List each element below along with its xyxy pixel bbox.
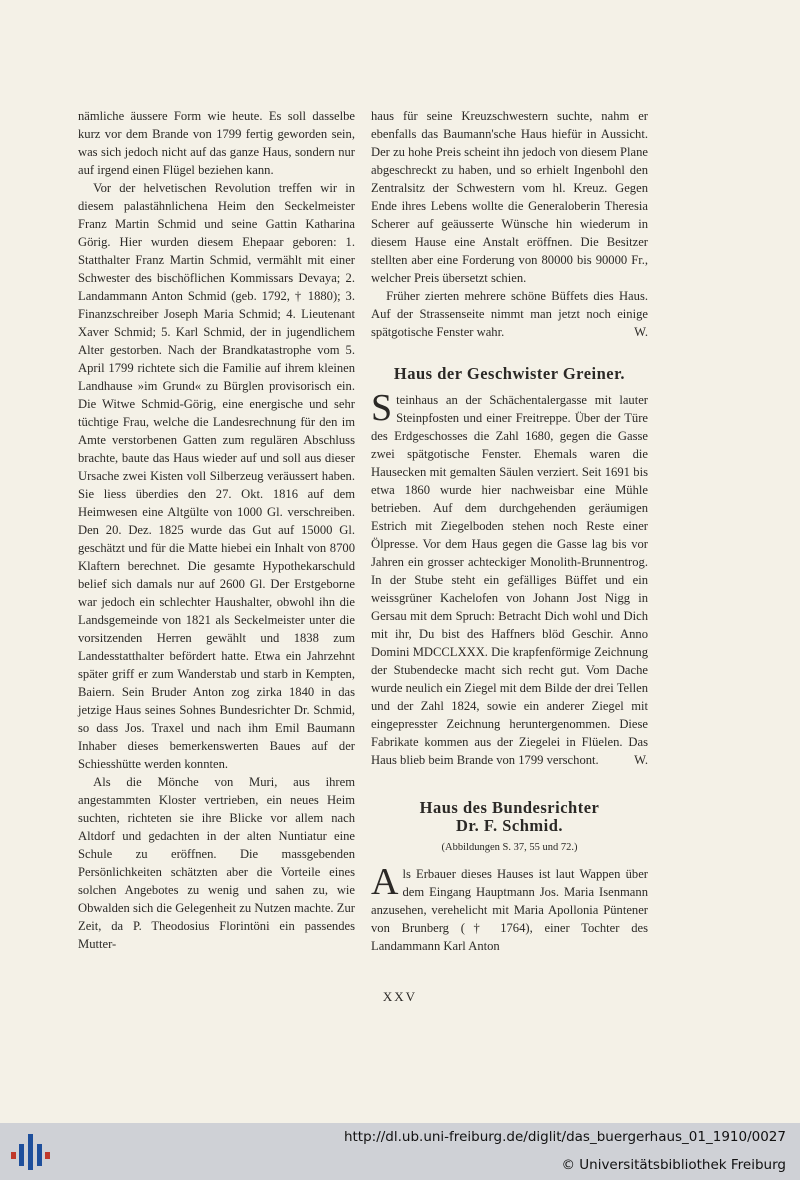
paragraph <box>371 287 648 341</box>
heading-line: Haus des Bundesrichter <box>419 798 600 817</box>
paragraph <box>371 861 648 955</box>
author-sign: W. <box>634 325 648 339</box>
section-heading: Haus der Geschwister Greiner. <box>393 364 626 383</box>
paragraph-text: ls Erbauer dieses Hauses ist laut Wappen über dem Eingang Hauptmann Jos. Maria Isenmann anzusehen, verehelicht mit Maria Apollonia Püntener von Brunberg († 1764), einer Tochter des Landammann Karl Anton <box>371 867 648 953</box>
author-sign: W. <box>634 753 648 767</box>
drop-cap: S <box>371 387 393 429</box>
copyright-text: © Universitätsbibliothek Freiburg <box>561 1157 786 1173</box>
drop-cap: A <box>371 861 399 903</box>
source-url-link[interactable]: http://dl.ub.uni-freiburg.de/diglit/das_buergerhaus_01_1910/0027 <box>343 1129 786 1145</box>
paragraph: Als die Mönche von Muri, aus ihrem angestammten Kloster vertrieben, ein neues Heim suchten, richteten sie ihre Blicke vor allem nach Altdorf und gedachten in der alten Nuntiatur eine Schule zu eröffnen. Die massgebenden Persönlichkeiten schätzten aber die Vorteile eines solchen Angebotes zu wenig und sahen zu, wie Obwalden sich die Gelegenheit zu Nutzen machte. Zur Zeit, da P. Theodosius Florintöni ein passendes Mutter- <box>78 775 355 951</box>
paragraph: nämliche äussere Form wie heute. Es soll dasselbe kurz vor dem Brande von 1799 fertig geworden sein, was sich jedoch nicht auf das ganze Haus, sondern nur auf irgend einen Flügel beziehen kann. <box>78 109 355 177</box>
paragraph-text: Früher zierten mehrere schöne Büffets dies Haus. Auf der Strassenseite nimmt man jetzt noch einige spätgotische Fenster wahr. <box>371 289 648 339</box>
ub-freiburg-logo-icon[interactable] <box>10 1132 52 1172</box>
right-column <box>371 107 648 955</box>
heading-line: Dr. F. Schmid. <box>455 816 564 835</box>
figure-reference: (Abbildungen S. 37, 55 und 72.) <box>441 842 578 853</box>
paragraph: haus für seine Kreuzschwestern suchte, nahm er ebenfalls das Baumann'sche Haus hiefür in Aussicht. Der zu hohe Preis scheint ihn jedoch von diesem Plane abgeschreckt zu haben, und so erhielt Ingenbohl den Zentralsitz der Schwestern vom hl. Kreuz. Gegen Ende ihres Lebens wollte die Generaloberin Theresia Scherer auf geäusserte Wünsche hin wiederum in diesem Hause eine Anstalt eröffnen. Die Besitzer stellten aber eine Forderung von 80000 bis 90000 Fr., welcher Preis übersetzt schien. <box>371 109 648 285</box>
left-column <box>78 107 355 953</box>
section-heading <box>371 799 648 835</box>
paragraph <box>371 387 648 769</box>
paragraph-text: teinhaus an der Schächentalergasse mit lauter Steinpfosten und einer Freitreppe. Über der Türe des Erdgeschosses die Zahl 1680, gegen die Gasse zwei spätgotische Fenster. Ehemals waren die Hausecken mit gemalten Säulen verziert. Seit 1691 bis etwa 1860 wurde hier nachweisbar eine Mühle betrieben. Auf dem durchgehenden geräumigen Estrich mit Ziegelboden stehen noch Reste einer Ölpresse. Vor dem Haus gegen die Gasse lag bis vor Jahren ein grosser achteckiger Monolith-Brunnentrog. In der Stube steht ein gefälliges Büffet und ein weissgrüner Kachelofen von Johann Jost Nigg in Gersau mit dem Spruch: Betracht Dich wohl und Dich mit ihr, Du bist des Haffners blöd Geschir. Anno Domini MDCCLXXX. Die krapfenförmige Zeichnung der Stubendecke macht sich recht gut. Vom Dache wurde neulich ein Ziegel mit dem Bilde der drei Tellen und der Zahl 1824, sowie ein anderer Ziegel mit eingepresster Zeichnung heruntergenommen. Diese Fabrikate kommen aus der Ziegelei in Flüelen. Das Haus blieb beim Brande von 1799 verschont. <box>371 393 648 767</box>
footer-bar <box>0 1123 800 1180</box>
page-number: XXV <box>382 989 418 1004</box>
paragraph: Vor der helvetischen Revolution treffen wir in diesem palastähnlichena Heim den Seckelmeister Franz Martin Schmid und seine Gattin Katharina Görig. Hier wurden diesem Ehepaar geboren: 1. Statthalter Franz Martin Schmid, vermählt mit einer Schwester des bischöflichen Kommissars Devaya; 2. Landammann Anton Schmid (geb. 1792, † 1880); 3. Finanzschreiber Joseph Maria Schmid; 4. Lieutenant Xaver Schmid; 5. Karl Schmid, der in jugendlichem Alter gestorben. Nach der Brandkatastrophe vom 5. April 1799 richtete sich die Familie auf ihrem kleinen Landhause »im Grund« zu Bürglen provisorisch ein. Die Witwe Schmid-Görig, eine energische und sehr tüchtige Frau, welche die Landesrechnung für den im Amte verstorbenen Gatten zum regulären Abschluss brachte, baute das Haus wieder auf und soll aus dieser Ursache zwei Kisten voll Silberzeug veräussert haben. Sie liess überdies den 27. Okt. 1816 auf dem Heimwesen eine Altgülte von 1000 Gl. verschreiben. Den 20. Dez. 1825 wurde das Gut auf 15000 Gl. geschätzt und für die Matte hiebei ein Inhalt von 8700 Klaftern berechnet. Die gesamte Hypothekarschuld belief sich damals nur auf 2600 Gl. Der Erstgeborne war jedoch ein schlechter Haushalter, obwohl ihn die Landsgemeinde von 1821 als Seckelmeister unter die vorsitzenden Herren gewählt und 1838 zum Landesstatthalter befördert hatte. Etwa ein Jahrzehnt später griff er zum Wanderstab und starb in Kempten, Baiern. Sein Bruder Anton zog zirka 1840 in das jetzige Haus seines Sohnes Bundesrichter Dr. Schmid, so dass Jos. Traxel und nach ihm Emil Baumann Inhaber dieses bemerkenswerten Baues auf der Schiesshütte werden konnten. <box>78 181 355 771</box>
